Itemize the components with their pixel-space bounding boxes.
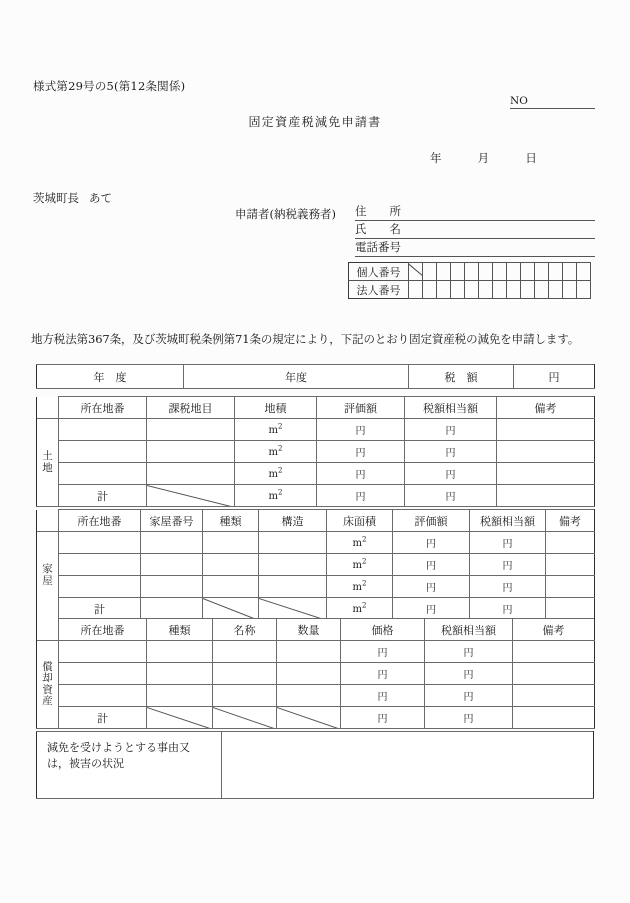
depr-cell-price[interactable] — [341, 685, 425, 707]
unit-yen: 円 — [502, 583, 513, 594]
depr-header-type: 種類 — [147, 619, 213, 641]
unit-yen: 円 — [426, 583, 436, 594]
unit-yen: 円 — [445, 492, 456, 503]
unit-yen: 円 — [355, 426, 366, 437]
land-cell-value[interactable] — [317, 463, 405, 485]
depr-cell-location[interactable] — [59, 685, 147, 707]
house-cell-location[interactable] — [59, 532, 141, 554]
depr-header-tax: 税額相当額 — [425, 619, 513, 641]
no-label: NO — [510, 95, 528, 107]
house-cell-floor-area[interactable] — [327, 532, 393, 554]
address-field[interactable] — [355, 203, 595, 221]
house-header-location: 所在地番 — [59, 510, 141, 532]
table-row — [37, 419, 595, 441]
house-cell-number[interactable] — [141, 554, 203, 576]
land-cell-remarks[interactable] — [497, 419, 595, 441]
depr-total-tax[interactable] — [425, 707, 513, 729]
house-cell-type[interactable] — [203, 576, 259, 598]
tax-value-cell[interactable] — [514, 365, 595, 389]
land-cell-tax[interactable] — [405, 441, 497, 463]
house-cell-floor-area[interactable] — [327, 554, 393, 576]
personal-number-label: 個人番号 — [349, 263, 409, 281]
depr-cell-remarks[interactable] — [513, 663, 595, 685]
corporate-number-cell[interactable] — [577, 281, 591, 299]
unit-square-meter: $m^2$ — [352, 535, 367, 550]
house-total-value[interactable] — [393, 598, 470, 620]
depreciable-assets-table — [36, 618, 595, 729]
no-field[interactable] — [510, 95, 595, 109]
personal-number-cell[interactable] — [549, 263, 563, 281]
house-cell-remarks[interactable] — [546, 554, 595, 576]
depr-header-quantity: 数量 — [277, 619, 341, 641]
phone-field-label: 電話番号 — [355, 240, 401, 254]
corporate-number-cell[interactable] — [451, 281, 465, 299]
unit-square-meter: $m^2$ — [268, 488, 283, 503]
corporate-number-row — [349, 281, 591, 299]
depr-cell-quantity[interactable] — [277, 685, 341, 707]
table-header-row — [37, 510, 595, 532]
land-group-label-char: 地 — [42, 461, 53, 474]
personal-number-cell[interactable] — [479, 263, 493, 281]
reason-label-line1: 減免を受けようとする事由又 — [47, 741, 190, 754]
depr-total-type-struck — [147, 707, 213, 729]
depr-cell-price[interactable] — [341, 663, 425, 685]
land-header-location: 所在地番 — [59, 397, 147, 419]
depr-group-label-char: 却 — [42, 672, 53, 685]
corporate-number-cell[interactable] — [479, 281, 493, 299]
unit-yen: 円 — [426, 605, 436, 616]
house-cell-location[interactable] — [59, 554, 141, 576]
house-header-structure: 構造 — [259, 510, 327, 532]
unit-square-meter: $m^2$ — [352, 579, 367, 594]
house-cell-number[interactable] — [141, 532, 203, 554]
depr-cell-remarks[interactable] — [513, 641, 595, 663]
unit-yen: 円 — [463, 714, 474, 725]
unit-square-meter: $m^2$ — [352, 557, 367, 572]
date-year-label: 年 — [430, 151, 442, 165]
land-table — [36, 396, 595, 507]
land-cell-tax[interactable] — [405, 419, 497, 441]
page-title: 固定資産税減免申請書 — [248, 115, 382, 129]
table-header-row — [37, 397, 595, 419]
land-cell-area[interactable] — [235, 441, 317, 463]
unit-yen: 円 — [502, 539, 513, 550]
depr-cell-quantity[interactable] — [277, 641, 341, 663]
addressee-name: 茨城町長 — [33, 191, 79, 205]
house-group-label-char: 屋 — [42, 574, 53, 587]
legal-statement: 地方税法第367条，及び茨城町税条例第71条の規定により，下記のとおり固定資産税の減免を申請します。 — [31, 332, 580, 346]
land-group-label — [37, 419, 59, 507]
corporate-number-label: 法人番号 — [349, 281, 409, 299]
corporate-number-cell[interactable] — [423, 281, 437, 299]
unit-yen: 円 — [502, 561, 513, 572]
house-group-corner — [37, 510, 59, 532]
land-header-area: 地積 — [235, 397, 317, 419]
personal-number-cell[interactable] — [521, 263, 535, 281]
house-cell-value[interactable] — [393, 576, 470, 598]
year-label-cell: 年 度 — [37, 365, 184, 389]
house-total-structure-struck — [259, 598, 327, 620]
house-cell-remarks[interactable] — [546, 532, 595, 554]
depr-cell-tax[interactable] — [425, 685, 513, 707]
unit-yen: 円 — [377, 648, 388, 659]
house-header-tax: 税額相当額 — [470, 510, 546, 532]
land-cell-remarks[interactable] — [497, 441, 595, 463]
depr-total-remarks[interactable] — [513, 707, 595, 729]
phone-field[interactable] — [355, 239, 595, 257]
land-cell-remarks[interactable] — [497, 463, 595, 485]
land-header-remarks: 備考 — [497, 397, 595, 419]
depr-total-name-struck — [213, 707, 277, 729]
depr-header-location: 所在地番 — [59, 619, 147, 641]
house-total-label: 計 — [59, 598, 141, 620]
corporate-number-cell[interactable] — [549, 281, 563, 299]
depr-header-name: 名称 — [213, 619, 277, 641]
depr-header-remarks: 備考 — [513, 619, 595, 641]
house-header-remarks: 備考 — [546, 510, 595, 532]
land-header-value: 評価額 — [317, 397, 405, 419]
table-header-row — [37, 619, 595, 641]
land-cell-tax[interactable] — [405, 463, 497, 485]
house-cell-tax[interactable] — [470, 576, 546, 598]
house-total-remarks[interactable] — [546, 598, 595, 620]
unit-yen: 円 — [463, 692, 474, 703]
depr-total-label: 計 — [59, 707, 147, 729]
depr-cell-tax[interactable] — [425, 641, 513, 663]
depr-cell-type[interactable] — [147, 663, 213, 685]
unit-square-meter: $m^2$ — [352, 601, 367, 616]
address-field-label: 住 所 — [355, 204, 401, 218]
unit-yen: 円 — [377, 692, 388, 703]
unit-yen: 円 — [355, 448, 366, 459]
reason-label — [37, 732, 222, 799]
depr-group-label-char: 資 — [42, 683, 53, 696]
house-header-floor-area: 床面積 — [327, 510, 393, 532]
table-row — [37, 554, 595, 576]
house-group-label-char: 家 — [42, 563, 53, 576]
personal-number-cell[interactable] — [409, 263, 423, 281]
addressee-suffix: あて — [89, 191, 112, 205]
unit-yen: 円 — [463, 648, 474, 659]
addressee — [33, 190, 112, 206]
corporate-number-cell[interactable] — [409, 281, 423, 299]
depr-cell-name[interactable] — [213, 663, 277, 685]
form-code: 様式第29号の5(第12条関係) — [33, 79, 186, 93]
land-cell-location[interactable] — [59, 463, 147, 485]
unit-square-meter: $m^2$ — [268, 422, 283, 437]
land-cell-category[interactable] — [147, 419, 235, 441]
corporate-number-cell[interactable] — [563, 281, 577, 299]
depr-cell-tax[interactable] — [425, 663, 513, 685]
depr-header-price: 価格 — [341, 619, 425, 641]
land-total-tax[interactable] — [405, 485, 497, 507]
date-line — [430, 150, 537, 166]
personal-number-cell[interactable] — [451, 263, 465, 281]
applicant-label: 申請者(納税義務者) — [235, 207, 336, 221]
unit-yen: 円 — [445, 448, 456, 459]
reason-table — [36, 731, 594, 799]
land-cell-area[interactable] — [235, 419, 317, 441]
unit-yen: 円 — [445, 470, 456, 481]
house-table — [36, 509, 595, 620]
table-row — [37, 641, 595, 663]
unit-square-meter: $m^2$ — [268, 444, 283, 459]
land-cell-category[interactable] — [147, 441, 235, 463]
depr-cell-name[interactable] — [213, 685, 277, 707]
depr-cell-location[interactable] — [59, 663, 147, 685]
depr-total-quantity-struck — [277, 707, 341, 729]
table-row — [37, 365, 595, 389]
unit-yen: 円 — [355, 492, 366, 503]
house-group-label — [37, 532, 59, 620]
personal-number-cell[interactable] — [493, 263, 507, 281]
personal-number-cell[interactable] — [535, 263, 549, 281]
house-cell-type[interactable] — [203, 554, 259, 576]
land-group-corner — [37, 397, 59, 419]
land-total-label: 計 — [59, 485, 147, 507]
table-total-row — [37, 485, 595, 507]
land-total-area[interactable] — [235, 485, 317, 507]
corporate-number-cell[interactable] — [493, 281, 507, 299]
date-month-label: 月 — [477, 151, 490, 165]
table-row — [37, 732, 594, 799]
unit-yen: 円 — [426, 561, 436, 572]
house-cell-tax[interactable] — [470, 554, 546, 576]
table-row — [37, 532, 595, 554]
house-cell-tax[interactable] — [470, 532, 546, 554]
summary-row-table — [36, 364, 595, 389]
house-header-number: 家屋番号 — [141, 510, 203, 532]
land-total-remarks[interactable] — [497, 485, 595, 507]
year-unit: 年度 — [285, 370, 307, 384]
house-total-tax[interactable] — [470, 598, 546, 620]
corporate-number-cell[interactable] — [535, 281, 549, 299]
personal-number-cell[interactable] — [507, 263, 521, 281]
house-total-number[interactable] — [141, 598, 203, 620]
depr-cell-price[interactable] — [341, 641, 425, 663]
corporate-number-cell[interactable] — [465, 281, 479, 299]
house-cell-structure[interactable] — [259, 554, 327, 576]
personal-number-cell[interactable] — [577, 263, 591, 281]
name-field[interactable] — [355, 221, 595, 239]
table-total-row — [37, 598, 595, 620]
unit-yen: 円 — [355, 470, 366, 481]
table-row — [37, 663, 595, 685]
date-day-label: 日 — [525, 151, 537, 165]
land-total-value[interactable] — [317, 485, 405, 507]
house-cell-type[interactable] — [203, 532, 259, 554]
land-header-tax: 税額相当額 — [405, 397, 497, 419]
tax-unit: 円 — [548, 370, 560, 384]
house-cell-value[interactable] — [393, 532, 470, 554]
depr-group-corner — [37, 619, 59, 641]
land-cell-location[interactable] — [59, 419, 147, 441]
table-row — [37, 463, 595, 485]
reason-label-line2: は，被害の状況 — [47, 756, 124, 770]
house-cell-number[interactable] — [141, 576, 203, 598]
depr-cell-type[interactable] — [147, 641, 213, 663]
house-cell-structure[interactable] — [259, 576, 327, 598]
depr-cell-quantity[interactable] — [277, 663, 341, 685]
house-cell-value[interactable] — [393, 554, 470, 576]
applicant-fields — [355, 203, 595, 257]
unit-yen: 円 — [426, 539, 436, 550]
land-cell-value[interactable] — [317, 419, 405, 441]
house-cell-location[interactable] — [59, 576, 141, 598]
table-total-row — [37, 707, 595, 729]
name-field-label: 氏 名 — [355, 222, 401, 236]
unit-yen: 円 — [445, 426, 456, 437]
house-cell-structure[interactable] — [259, 532, 327, 554]
depr-cell-remarks[interactable] — [513, 685, 595, 707]
unit-yen: 円 — [502, 605, 513, 616]
personal-number-cell[interactable] — [437, 263, 451, 281]
land-total-category-struck — [147, 485, 235, 507]
depr-group-label-char: 産 — [42, 694, 53, 707]
depr-total-price[interactable] — [341, 707, 425, 729]
depr-cell-type[interactable] — [147, 685, 213, 707]
house-total-type-struck — [203, 598, 259, 620]
house-header-value: 評価額 — [393, 510, 470, 532]
unit-yen: 円 — [377, 670, 388, 681]
depr-cell-location[interactable] — [59, 641, 147, 663]
land-group-label-char: 土 — [42, 450, 53, 463]
unit-yen: 円 — [377, 714, 388, 725]
depr-cell-name[interactable] — [213, 641, 277, 663]
table-row — [37, 685, 595, 707]
table-row — [37, 576, 595, 598]
land-cell-area[interactable] — [235, 463, 317, 485]
personal-number-cell[interactable] — [465, 263, 479, 281]
year-value-cell[interactable] — [184, 365, 409, 389]
land-header-category: 課税地目 — [147, 397, 235, 419]
corporate-number-cell[interactable] — [507, 281, 521, 299]
unit-square-meter: $m^2$ — [268, 466, 283, 481]
corporate-number-cell[interactable] — [521, 281, 535, 299]
unit-yen: 円 — [463, 670, 474, 681]
land-cell-value[interactable] — [317, 441, 405, 463]
house-cell-floor-area[interactable] — [327, 576, 393, 598]
number-grid — [348, 262, 591, 299]
personal-number-row — [349, 263, 591, 281]
personal-number-cell[interactable] — [423, 263, 437, 281]
table-row — [37, 441, 595, 463]
reason-value[interactable] — [222, 732, 594, 799]
house-total-floor-area[interactable] — [327, 598, 393, 620]
depr-group-label-char: 償 — [42, 661, 53, 674]
personal-number-cell[interactable] — [563, 263, 577, 281]
corporate-number-cell[interactable] — [437, 281, 451, 299]
land-cell-location[interactable] — [59, 441, 147, 463]
house-header-type: 種類 — [203, 510, 259, 532]
house-cell-remarks[interactable] — [546, 576, 595, 598]
depr-group-label — [37, 641, 59, 729]
land-cell-category[interactable] — [147, 463, 235, 485]
tax-label-cell: 税 額 — [409, 365, 514, 389]
